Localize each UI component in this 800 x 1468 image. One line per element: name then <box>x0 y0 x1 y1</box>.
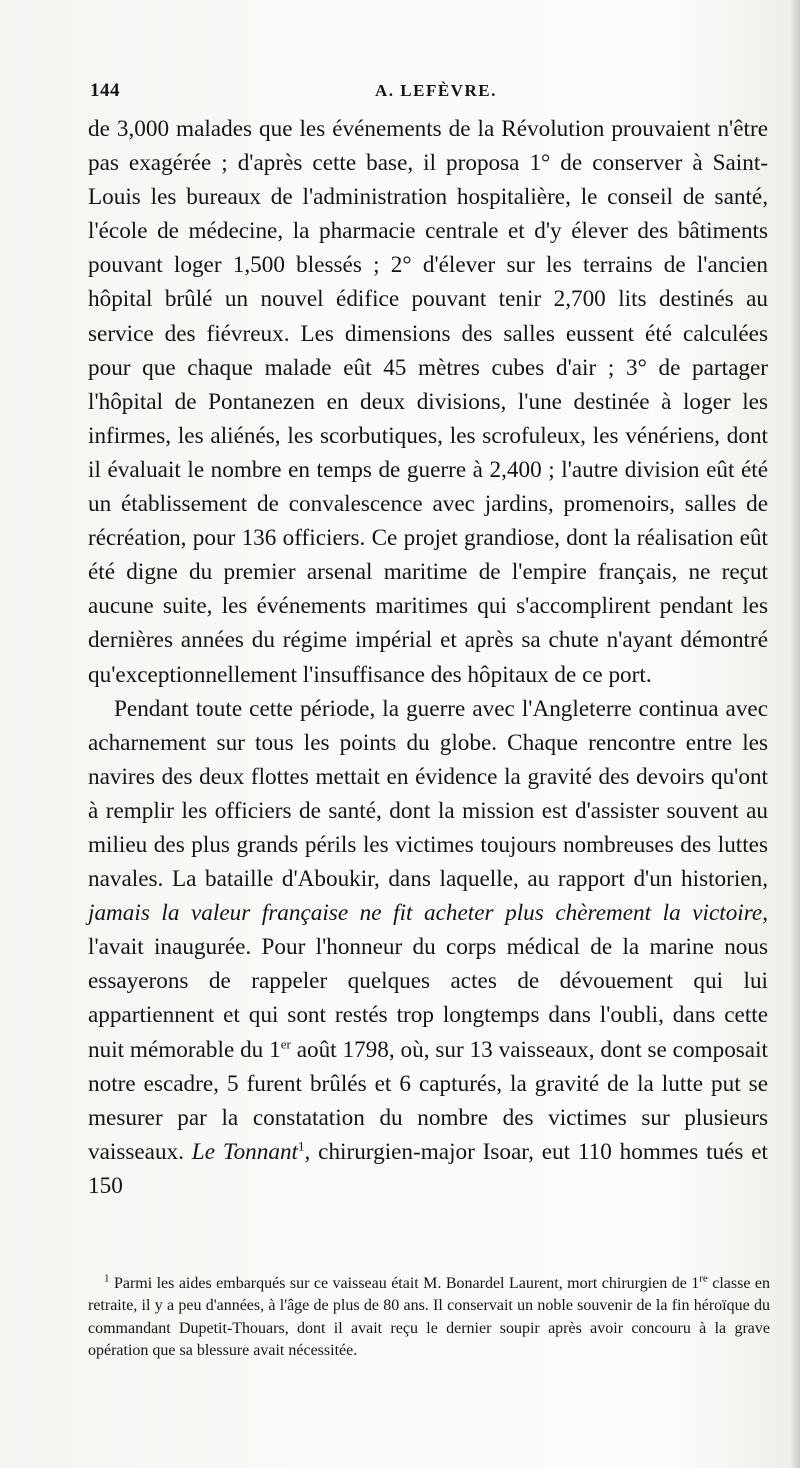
footnote <box>88 1273 770 1363</box>
paragraph-2-mid2: août 1798, où, sur 13 vaisseaux, dont se composait notre escadre, 5 furent brûlés et 6 capturés, la gravité de la lutte put se mesurer par la constatation du nombre des victimes sur plusieurs vaisseaux. <box>88 1036 768 1165</box>
page-number: 144 <box>90 80 120 101</box>
footnote-text-a: Parmi les aides embarqués sur ce vaisseau était M. Bonardel Laurent, mort chirurgien de 1 <box>109 1275 700 1292</box>
paragraph-2-mid: , l'avait inaugurée. Pour l'honneur du corps médical de la marine nous essayerons de rappeler quelques actes de dévouement qui lui appartiennent et qui sont restés trop longtemps dans l'oubli, dans cette nuit mémorable du 1 <box>88 900 768 1063</box>
main-text <box>88 112 768 1203</box>
footnote-mark: 1 <box>104 1272 110 1285</box>
footnote-reference: 1 <box>298 1138 305 1154</box>
paragraph-2-start: Pendant toute cette période, la guerre avec l'Angleterre continua avec acharnement sur tous les points du globe. Chaque rencontre entre les navires des deux flottes mettait en évidence la gravité des devoirs qu'ont à remplir les officiers de santé, dont la mission est d'assister souvent au milieu des plus grands périls les victimes toujours nombreuses des luttes navales. La bataille d'Aboukir, dans laquelle, au rapport d'un historien, <box>88 695 768 893</box>
historian-quote: jamais la valeur française ne fit acheter plus chèrement la victoire <box>88 900 763 927</box>
date-ordinal: er <box>280 1035 291 1051</box>
page-edge-shadow <box>790 0 800 1468</box>
running-title: A. LEFÈVRE. <box>375 81 497 100</box>
paragraph-2-end: , chirurgien-major Isoar, eut 110 hommes tués et 150 <box>88 1138 768 1199</box>
footnote-ordinal: re <box>699 1272 708 1285</box>
footnote-text-b: classe en retraite, il y a peu d'années, à l'âge de plus de 80 ans. Il conservait un noble souvenir de la fin héroïque du commandant Dupetit-Thouars, dont il avait reçu le dernier soupir après avoir concouru à la grave opération que sa blessure avait nécessitée. <box>88 1275 771 1360</box>
ship-name: Le Tonnant <box>191 1138 299 1165</box>
paragraph-2 <box>88 692 768 1203</box>
page-header <box>90 80 770 106</box>
paragraph-1: de 3,000 malades que les événements de la Révolution prouvaient n'être pas exagérée ; d'après cette base, il proposa 1° de conserver à Saint-Louis les bureaux de l'administration hospitalière, le conseil de santé, l'école de médecine, la pharmacie centrale et d'y élever des bâtiments pouvant loger 1,500 blessés ; 2° d'élever sur les terrains de l'ancien hôpital brûlé un nouvel édifice pouvant tenir 2,700 lits destinés au service des fiévreux. Les dimensions des salles eussent été calculées pour que chaque malade eût 45 mètres cubes d'air ; 3° de partager l'hôpital de Pontanezen en deux divisions, l'une destinée à loger les infirmes, les aliénés, les scorbutiques, les scrofuleux, les vénériens, dont il évaluait le nombre en temps de guerre à 2,400 ; l'autre division eût été un établissement de convalescence avec jardins, promenoirs, salles de récréation, pour 136 officiers. Ce projet grandiose, dont la réalisation eût été digne du premier arsenal maritime de l'empire français, ne reçut aucune suite, les événements maritimes qui s'accomplirent pendant les dernières années du régime impérial et après sa chute n'ayant démontré qu'exceptionnellement l'insuffisance des hôpitaux de ce port. <box>88 116 768 688</box>
